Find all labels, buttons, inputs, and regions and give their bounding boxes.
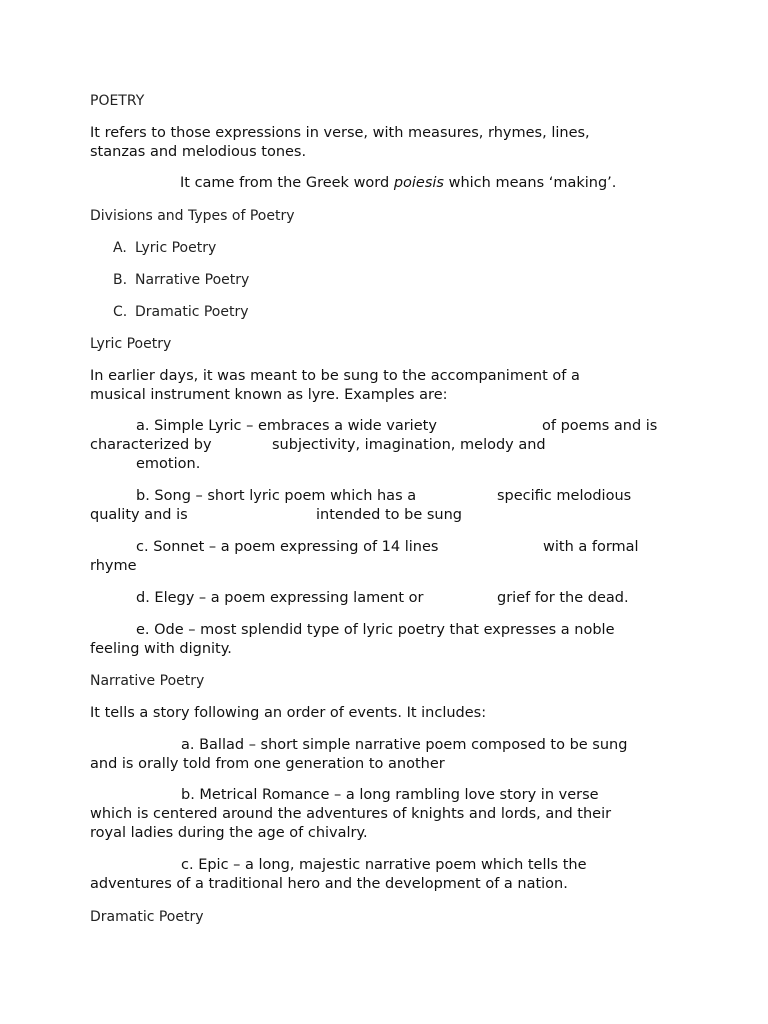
narrative-item-a-line-2: and is orally told from one generation to another bbox=[90, 756, 445, 772]
lyric-item-a-line-1-cont: of poems and is bbox=[542, 418, 658, 434]
narrative-heading: Narrative Poetry bbox=[90, 673, 205, 689]
origin-line bbox=[180, 174, 616, 192]
division-item-lyric: Lyric Poetry bbox=[135, 240, 217, 256]
lyric-item-b-line-2-cont: intended to be sung bbox=[316, 507, 462, 523]
lyric-intro-line-1: In earlier days, it was meant to be sung to the accompaniment of a bbox=[90, 368, 580, 384]
origin-text-after: which means ‘making’. bbox=[444, 175, 617, 191]
division-item-narrative: Narrative Poetry bbox=[135, 272, 250, 288]
lyric-item-a-line-2: characterized by bbox=[90, 437, 212, 453]
lyric-item-a-line-3: emotion. bbox=[136, 456, 201, 472]
lyric-item-b-line-2: quality and is bbox=[90, 507, 188, 523]
origin-word: poiesis bbox=[393, 175, 444, 191]
definition-line-2: stanzas and melodious tones. bbox=[90, 144, 307, 160]
division-marker-c: C. bbox=[113, 304, 128, 320]
origin-text-before: It came from the Greek word bbox=[180, 175, 394, 191]
lyric-item-c-line-1-cont: with a formal bbox=[543, 539, 639, 555]
lyric-item-d-line-1-cont: grief for the dead. bbox=[497, 590, 629, 606]
division-marker-a: A. bbox=[113, 240, 127, 256]
lyric-item-c-line-2: rhyme bbox=[90, 558, 137, 574]
narrative-intro: It tells a story following an order of events. It includes: bbox=[90, 705, 487, 721]
narrative-item-b-line-1: b. Metrical Romance – a long rambling love story in verse bbox=[181, 787, 599, 803]
divisions-heading: Divisions and Types of Poetry bbox=[90, 208, 295, 224]
dramatic-heading: Dramatic Poetry bbox=[90, 909, 204, 925]
lyric-item-b-line-1-cont: specific melodious bbox=[497, 488, 632, 504]
lyric-item-b-line-1: b. Song – short lyric poem which has a bbox=[136, 488, 417, 504]
division-item-dramatic: Dramatic Poetry bbox=[135, 304, 249, 320]
lyric-item-e-line-1: e. Ode – most splendid type of lyric poetry that expresses a noble bbox=[136, 622, 615, 638]
narrative-item-b-line-3: royal ladies during the age of chivalry. bbox=[90, 825, 368, 841]
lyric-item-c-line-1: c. Sonnet – a poem expressing of 14 lines bbox=[136, 539, 439, 555]
lyric-item-e-line-2: feeling with dignity. bbox=[90, 641, 232, 657]
division-marker-b: B. bbox=[113, 272, 128, 288]
narrative-item-b-line-2: which is centered around the adventures of knights and lords, and their bbox=[90, 806, 612, 822]
narrative-item-c-line-1: c. Epic – a long, majestic narrative poem which tells the bbox=[181, 857, 587, 873]
lyric-item-d-line-1: d. Elegy – a poem expressing lament or bbox=[136, 590, 424, 606]
lyric-heading: Lyric Poetry bbox=[90, 336, 172, 352]
lyric-intro-line-2: musical instrument known as lyre. Examples are: bbox=[90, 387, 448, 403]
definition-line-1: It refers to those expressions in verse, with measures, rhymes, lines, bbox=[90, 125, 590, 141]
narrative-item-c-line-2: adventures of a traditional hero and the development of a nation. bbox=[90, 876, 568, 892]
lyric-item-a-line-1: a. Simple Lyric – embraces a wide variety bbox=[136, 418, 437, 434]
lyric-item-a-line-2-cont: subjectivity, imagination, melody and bbox=[272, 437, 546, 453]
document-title: POETRY bbox=[90, 93, 145, 109]
narrative-item-a-line-1: a. Ballad – short simple narrative poem composed to be sung bbox=[181, 737, 628, 753]
